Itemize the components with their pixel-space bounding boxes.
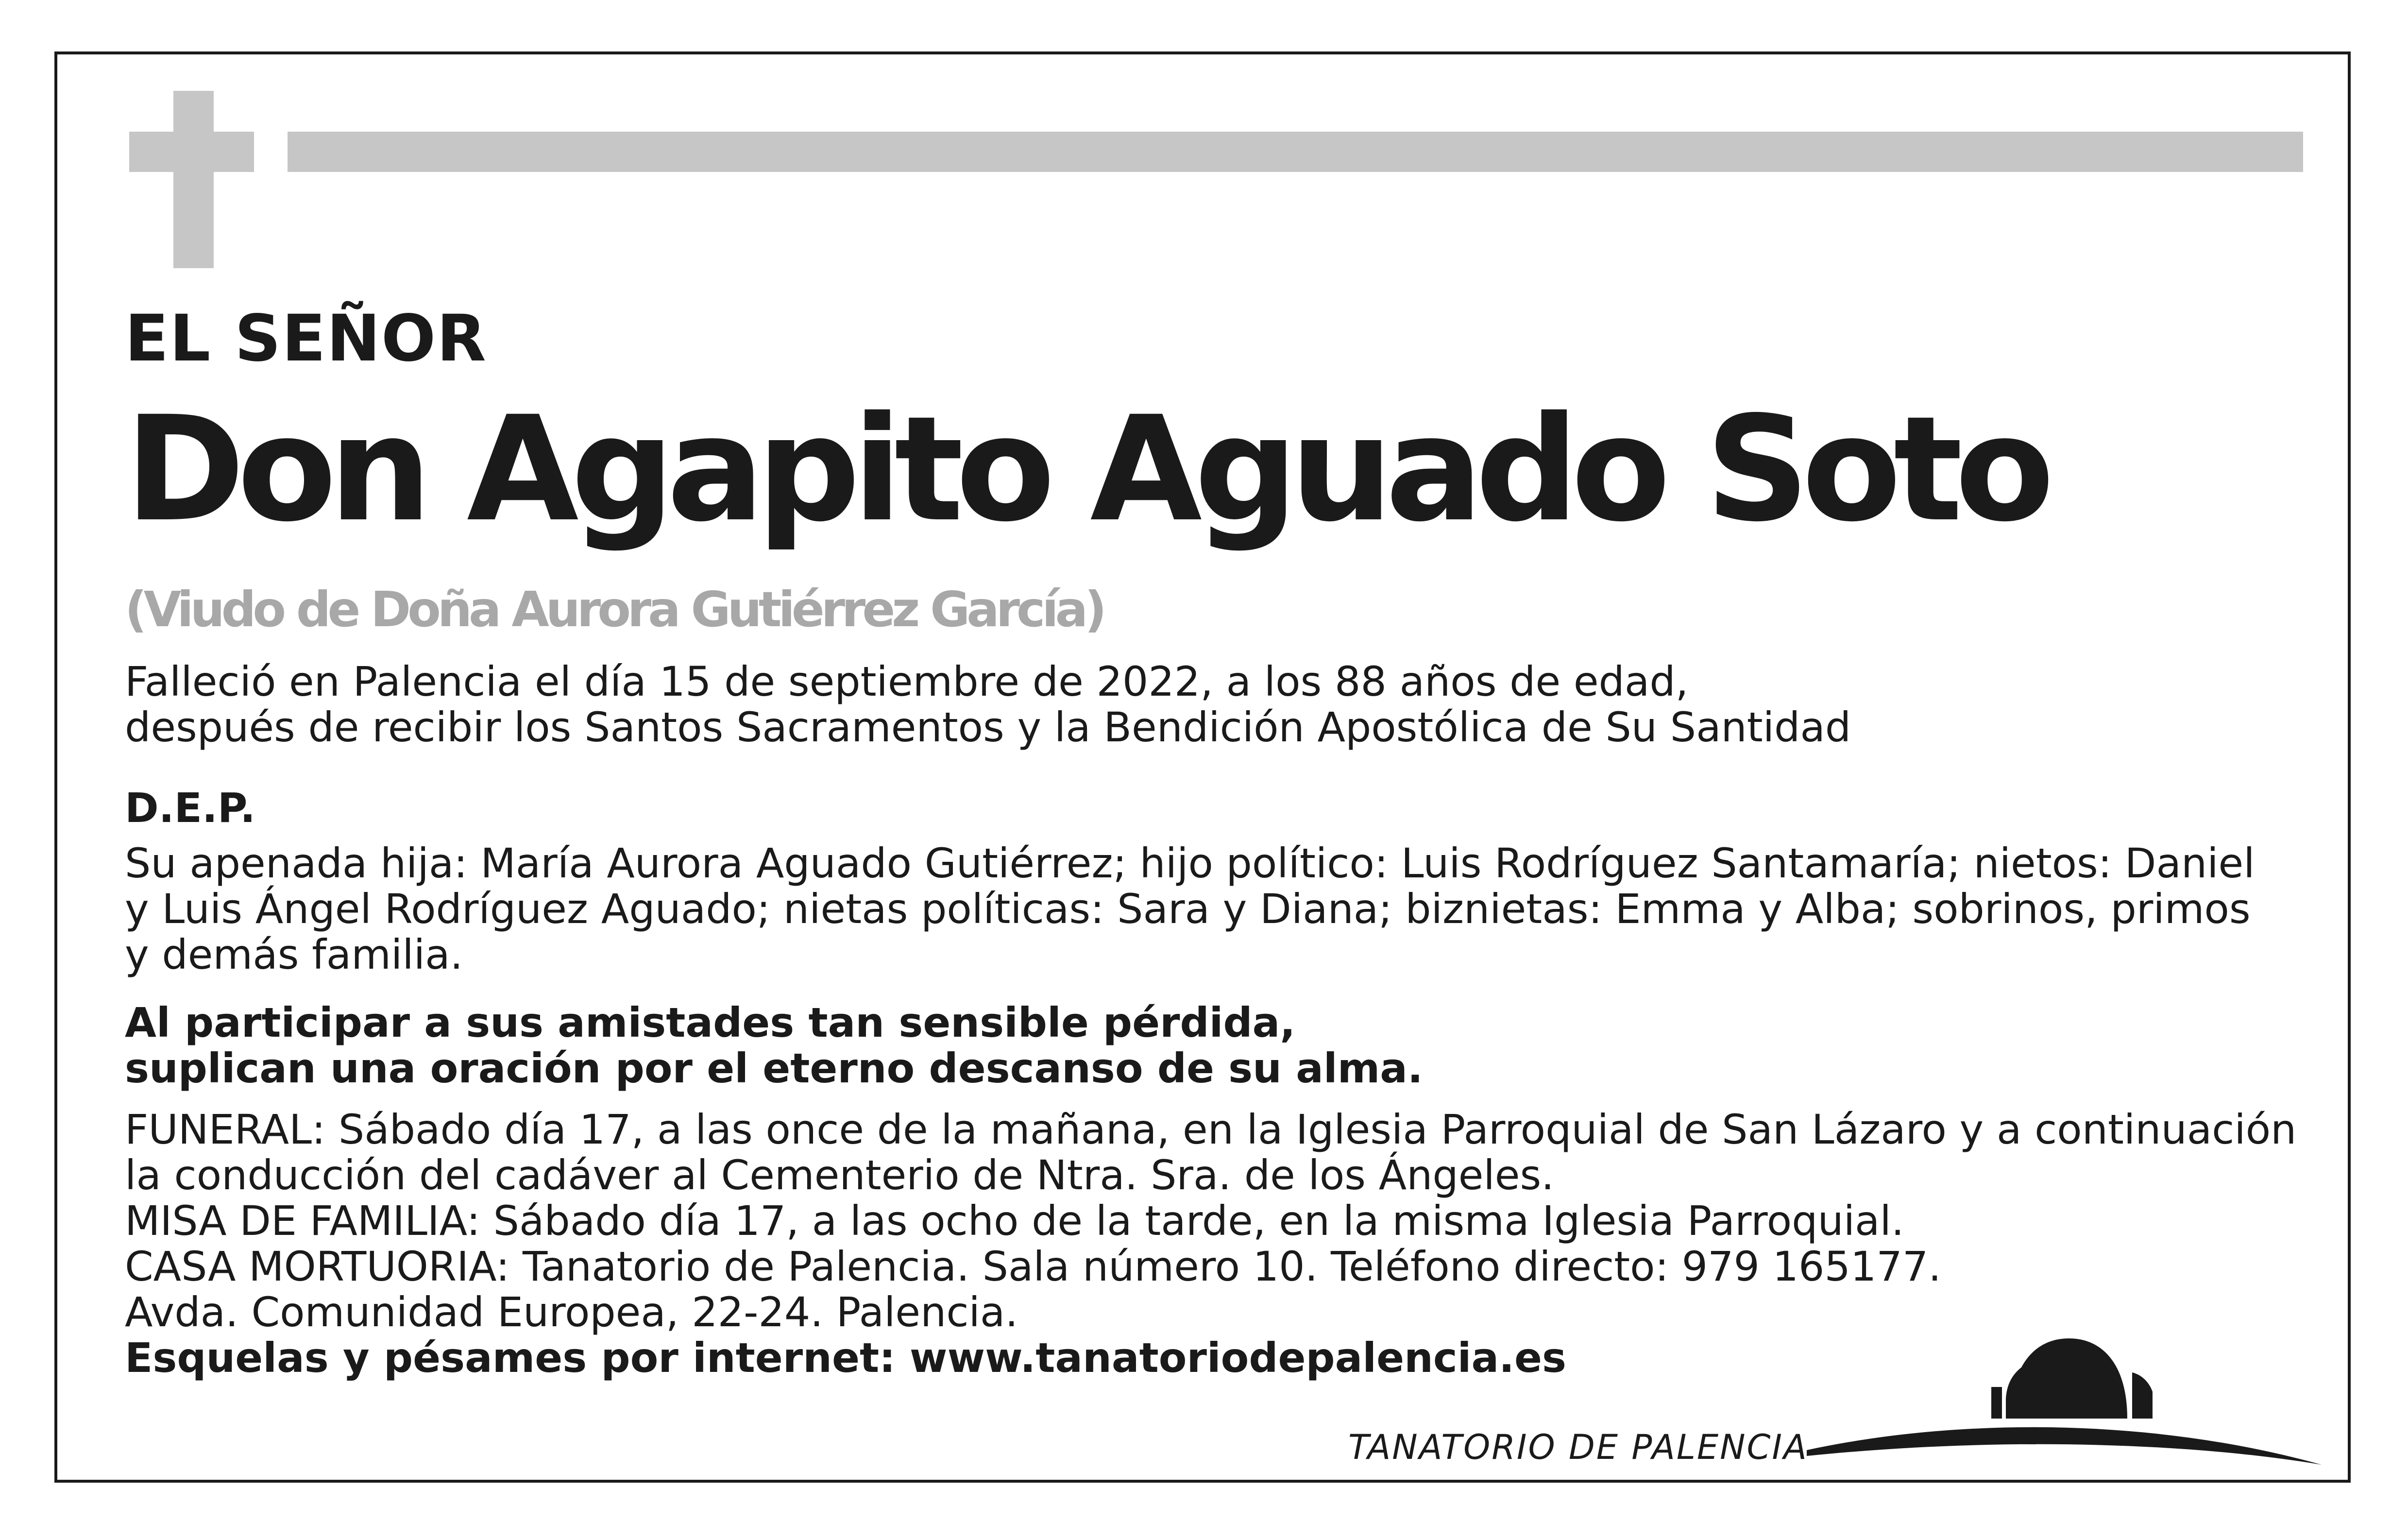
funeral-line-1: FUNERAL: Sábado día 17, a las once de la mañana, en la Iglesia Parroquial de San Lázaro y a continuación xyxy=(125,1106,2297,1153)
title-prefix: EL SEÑOR xyxy=(125,301,487,376)
funeral-home: CASA MORTUORIA: Tanatorio de Palencia. Sala número 10. Teléfono directo: 979 165177. xyxy=(125,1243,1941,1290)
death-notice-line-1: Falleció en Palencia el día 15 de septiembre de 2022, a los 88 años de edad, xyxy=(125,658,1689,705)
internet-condolences: Esquelas y pésames por internet: www.tanatoriodepalencia.es xyxy=(125,1334,1567,1382)
logo-text: TANATORIO DE PALENCIA xyxy=(1348,1427,1808,1467)
header-rule xyxy=(288,132,2303,172)
family-list xyxy=(125,840,2255,977)
death-notice xyxy=(125,659,1851,750)
tanatorio-logo-icon xyxy=(1807,1319,2322,1479)
family-mass: MISA DE FAMILIA: Sábado día 17, a las ocho de la tarde, en la misma Iglesia Parroquial. xyxy=(125,1197,1904,1245)
cross-icon-horizontal xyxy=(129,132,254,172)
cross-icon-vertical xyxy=(173,91,214,268)
death-notice-line-2: después de recibir los Santos Sacramentos y la Bendición Apostólica de Su Santidad xyxy=(125,703,1851,751)
prayer-request-line-1: Al participar a sus amistades tan sensible pérdida, xyxy=(125,999,1296,1046)
dep-mark: D.E.P. xyxy=(125,784,255,832)
funeral-line-2: la conducción del cadáver al Cementerio de Ntra. Sra. de los Ángeles. xyxy=(125,1151,1554,1199)
deceased-name: Don Agapito Aguado Soto xyxy=(125,385,2047,554)
widow-note: (Viudo de Doña Aurora Gutiérrez García) xyxy=(125,581,1103,638)
family-line-1: Su apenada hija: María Aurora Aguado Gutiérrez; hijo político: Luis Rodríguez Santamaría; nietos: Daniel xyxy=(125,839,2255,887)
family-line-3: y demás familia. xyxy=(125,931,463,978)
family-line-2: y Luis Ángel Rodríguez Aguado; nietas políticas: Sara y Diana; biznietas: Emma y Alba; sobrinos, primos xyxy=(125,885,2251,933)
prayer-request-line-2: suplican una oración por el eterno descanso de su alma. xyxy=(125,1044,1423,1092)
address: Avda. Comunidad Europea, 22-24. Palencia. xyxy=(125,1288,1018,1336)
prayer-request xyxy=(125,1000,1423,1091)
